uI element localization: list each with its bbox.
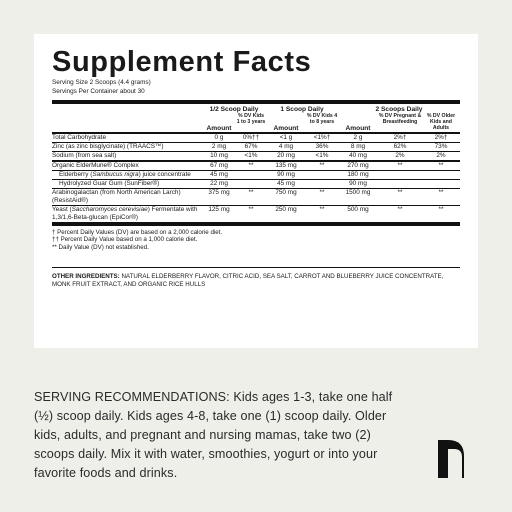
amount-cell: 750 mg (266, 188, 306, 205)
supplement-facts-card (34, 34, 478, 348)
dv-cell: ** (236, 188, 266, 205)
amount-cell: 500 mg (338, 205, 378, 222)
footnote: ** Daily Value (DV) not established. (52, 243, 149, 251)
amount-cell: 2 mg (202, 142, 236, 151)
dv-cell (306, 179, 338, 188)
amount-cell: 375 mg (202, 188, 236, 205)
amount-cell: 20 mg (266, 151, 306, 161)
servings-per-container: Servings Per Container about 30 (52, 88, 145, 95)
table-row (52, 161, 460, 171)
table-row (52, 133, 460, 143)
dv-pregnant-header: % DV Pregnant & Breastfeeding (378, 113, 422, 126)
nutrient-name: Zinc (as zinc bisglycinate) (TRAACS™) (52, 142, 202, 151)
nutrient-name: Hydrolyzed Guar Gum (SunFiber®) (52, 179, 202, 188)
table-row (52, 142, 460, 151)
supplement-facts-panel (52, 46, 460, 289)
footnotes (52, 229, 460, 252)
dv-cell (236, 179, 266, 188)
group-two-scoops: 2 Scoops Daily (375, 106, 423, 113)
dv-cell: <1% (236, 151, 266, 161)
amount-cell: 45 mg (266, 179, 306, 188)
serving-size: Serving Size 2 Scoops (4.4 grams) (52, 79, 151, 86)
dv-kids-4-8-header: % DV Kids 4 to 8 years (306, 113, 338, 126)
amount-cell: 270 mg (338, 161, 378, 171)
amount-cell: 180 mg (338, 170, 378, 179)
amount-cell: 40 mg (338, 151, 378, 161)
dv-cell: 67% (236, 142, 266, 151)
divider-thick (52, 222, 460, 226)
dv-cell: ** (378, 205, 422, 222)
dv-cell: <1%† (306, 133, 338, 143)
nutrient-name: Sodium (from sea salt) (52, 151, 202, 161)
amount-header: Amount (206, 124, 232, 132)
dv-cell: ** (306, 205, 338, 222)
amount-cell: 125 mg (202, 205, 236, 222)
dv-cell: 2% (422, 151, 460, 161)
table-row (52, 205, 460, 222)
dv-cell: ** (378, 161, 422, 171)
dv-cell: 2%† (378, 133, 422, 143)
nutrient-name: Total Carbohydrate (52, 133, 202, 143)
amount-header: Amount (273, 124, 299, 132)
dv-cell: <1% (306, 151, 338, 161)
amount-cell: 4 mg (266, 142, 306, 151)
serving-recommendations: SERVING RECOMMENDATIONS: Kids ages 1-3, take one half (½) scoop daily. Kids ages 4-8, take one (1) scoop daily. Older kids, adults, and pregnant and nursing mamas, take two (2) scoops daily. Mix it with water, smoothies, yogurt or into your favorite foods and drinks. (34, 390, 393, 480)
amount-cell: 90 mg (338, 179, 378, 188)
dv-cell: ** (306, 188, 338, 205)
dv-cell: 2%† (422, 133, 460, 143)
table-row (52, 151, 460, 161)
amount-cell: 8 mg (338, 142, 378, 151)
amount-header: Amount (345, 124, 371, 132)
dv-cell: 62% (378, 142, 422, 151)
amount-cell: <1 g (266, 133, 306, 143)
nutrient-name: Arabinogalactan (from North American Larch) (ResistAid®) (52, 188, 202, 205)
dv-cell: ** (422, 188, 460, 205)
amount-cell: 1500 mg (338, 188, 378, 205)
group-half-scoop: 1/2 Scoop Daily (209, 106, 259, 113)
dv-cell (422, 170, 460, 179)
nutrition-table (52, 104, 460, 222)
amount-cell: 2 g (338, 133, 378, 143)
dv-cell (378, 179, 422, 188)
dv-cell: ** (422, 205, 460, 222)
dv-cell: ** (236, 161, 266, 171)
other-ingredients-text: NATURAL ELDERBERRY FLAVOR, CITRIC ACID, SEA SALT, CARROT AND BLUEBERRY JUICE CONCENTRATE, MONK FRUIT EXTRACT, AND ORGANIC RICE HULLS (52, 273, 444, 289)
table-row (52, 188, 460, 205)
nutrient-name: Elderberry (Sambucus nigra) juice concentrate (52, 170, 202, 179)
footnote: †† Percent Daily Value based on a 1,000 calorie diet. (52, 236, 198, 244)
dv-cell: ** (378, 188, 422, 205)
amount-cell: 135 mg (266, 161, 306, 171)
amount-cell: 250 mg (266, 205, 306, 222)
panel-title: Supplement Facts (52, 46, 312, 78)
dv-cell: ** (306, 161, 338, 171)
amount-cell: 0 g (202, 133, 236, 143)
other-ingredients (52, 273, 460, 289)
dv-cell (378, 170, 422, 179)
amount-cell: 45 mg (202, 170, 236, 179)
dv-cell: 0%†† (236, 133, 266, 143)
table-row (52, 179, 460, 188)
dv-cell: ** (422, 161, 460, 171)
footnote: † Percent Daily Values (DV) are based on a 2,000 calorie diet. (52, 228, 223, 236)
dv-cell: 36% (306, 142, 338, 151)
dv-kids-1-3-header: % DV Kids 1 to 3 years (236, 113, 266, 126)
amount-cell: 67 mg (202, 161, 236, 171)
nutrient-name: Yeast (Saccharomyces cerevisiae) Fermentate with 1,3/1,6-Beta-glucan (EpiCor®) (52, 205, 202, 222)
table-row (52, 170, 460, 179)
brand-n-logo-icon (438, 440, 472, 478)
group-one-scoop: 1 Scoop Daily (280, 106, 324, 113)
dv-cell: ** (236, 205, 266, 222)
dv-cell (236, 170, 266, 179)
dv-cell (422, 179, 460, 188)
amount-cell: 90 mg (266, 170, 306, 179)
nutrient-name: Organic ElderMune® Complex (52, 161, 202, 171)
dv-adults-header: % DV Older Kids and Adults (426, 113, 456, 132)
other-ingredients-label: OTHER INGREDIENTS: (52, 273, 120, 281)
dv-cell: 2% (378, 151, 422, 161)
dv-cell (306, 170, 338, 179)
amount-cell: 22 mg (202, 179, 236, 188)
dv-cell: 73% (422, 142, 460, 151)
divider-thin (52, 267, 460, 268)
amount-cell: 10 mg (202, 151, 236, 161)
